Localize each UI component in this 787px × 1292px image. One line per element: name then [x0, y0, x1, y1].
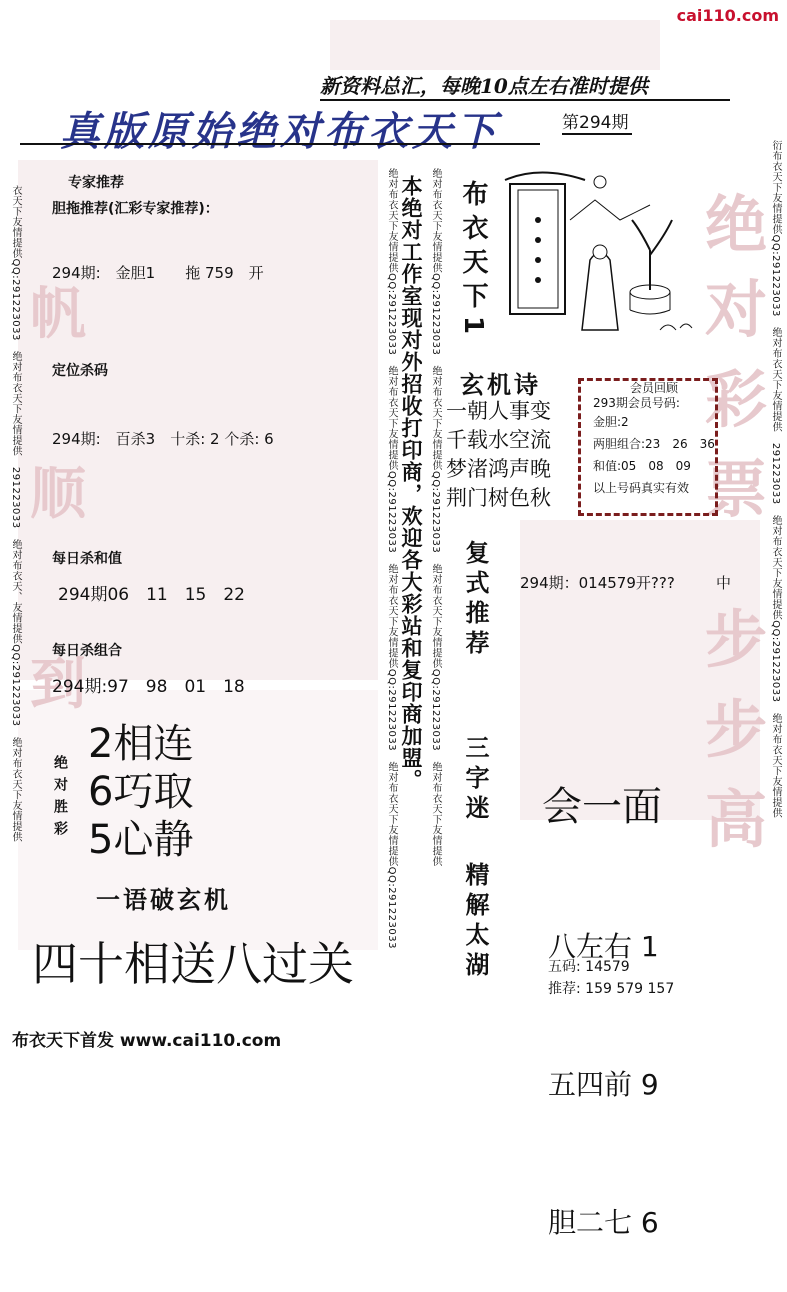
page-title: 真版原始绝对布衣天下 — [60, 108, 500, 155]
prediction-hit: 中 — [716, 574, 732, 592]
expert-heading: 专家推荐 — [68, 175, 124, 191]
jueduishengcai-label: 绝对胜彩 — [52, 755, 68, 843]
member-title: 会员回顾 — [629, 381, 678, 395]
prediction-line: 294期：014579开??? — [520, 574, 675, 592]
formula-line-3: 5心静 — [88, 817, 194, 863]
poem-line-1: 一朝人事变 — [446, 399, 551, 423]
scholar-illustration — [500, 160, 700, 350]
poem-title: 玄机诗 — [460, 371, 541, 399]
right-bg-char-6: 步 — [705, 693, 768, 766]
meet-title: 会一面 — [542, 784, 662, 830]
meet-tuijian: 推荐: 159 579 157 — [548, 981, 675, 997]
dantuo-line: 294期: 金胆1 拖 759 开 — [52, 264, 264, 282]
header-banner: 新资料总汇，每晚10点左右准时提供 — [320, 70, 730, 101]
jingjie-label: 精解太湖 — [461, 862, 489, 982]
formula-line-1: 2相连 — [88, 721, 194, 767]
right-bg-char-4: 票 — [705, 453, 768, 526]
meet-row-2: 五四前 9 — [548, 1068, 659, 1101]
member-review-box — [578, 378, 718, 516]
member-hezhi: 和值:05 08 09 — [593, 459, 691, 473]
left-bg-char-3: 到 — [30, 651, 86, 717]
formula-lines — [88, 720, 193, 864]
fushi-label: 复式推荐 — [461, 540, 489, 660]
middle-strip-1: 绝对布衣天下友情提供QQ:291223033 绝对布衣天下友情提供QQ:291223033 绝对布衣天下友情提供QQ:291223033 绝对布衣天下友情提供QQ:291223033 — [386, 168, 397, 949]
left-bg-char-1: 帆 — [30, 281, 86, 347]
hezhi-heading: 每日杀和值 — [52, 551, 122, 567]
right-bg-char-3: 彩 — [705, 363, 768, 436]
meet-rows — [548, 832, 659, 1292]
studio-notice: 本绝对工作室现对外招收打印商，欢迎各大彩站和复印商加盟。 — [399, 175, 423, 791]
meet-wuma: 五码: 14579 — [548, 959, 630, 975]
member-note: 以上号码真实有效 — [593, 481, 690, 495]
hezhi-line: 294期06 11 15 22 — [58, 585, 245, 605]
issue-number: 第294期 — [562, 108, 632, 135]
meet-row-3: 胆二七 6 — [548, 1206, 659, 1239]
left-side-strip: 衣天下友情提供QQ:291223033 绝对布衣天下友情提供 291223033 绝对布衣天、友情提供QQ:291223033 绝对布衣天下友情提供 — [10, 185, 21, 843]
right-side-strip: 衍布衣天下友情提供QQ:291223033 绝对布衣天下友情提供 291223033 绝对布衣天下友情提供QQ:291223033 绝对布衣天下友情提供 — [770, 140, 781, 819]
right-bg-char-5: 步 — [705, 603, 768, 676]
footer-text: 布衣天下首发 www.cai110.com — [12, 1031, 282, 1051]
buyi-label: 布衣天下1 — [458, 180, 488, 343]
right-bg-char-7: 高 — [705, 783, 768, 856]
yiyu-phrase: 一语破玄机 — [96, 886, 231, 914]
poem-lines — [446, 397, 551, 513]
right-bg-char-2: 对 — [705, 273, 768, 346]
member-jindan: 金胆:2 — [593, 415, 629, 429]
site-watermark: cai110.com — [676, 6, 779, 25]
meet-row-1: 八左右 1 — [548, 930, 659, 963]
member-sub: 293期会员号码: — [593, 396, 680, 410]
zuhe-heading: 每日杀组合 — [52, 643, 122, 659]
dantuo-heading: 胆拖推荐(汇彩专家推荐)： — [52, 201, 219, 217]
right-bg-char-1: 绝 — [705, 188, 768, 261]
top-background-wash — [330, 20, 660, 70]
middle-strip-2: 绝对布衣天下友情提供QQ:291223033 绝对布衣天下友情提供QQ:291223033 绝对布衣天下友情提供QQ:291223033 绝对布衣天下友情提供 — [430, 168, 441, 867]
big-phrase: 四十相送八过关 — [32, 937, 354, 991]
dingwei-heading: 定位杀码 — [52, 363, 108, 379]
sanzi-label: 三字迷 — [461, 735, 489, 825]
poem-line-4: 荆门树色秋 — [446, 486, 551, 510]
zuhe-line: 294期:97 98 01 18 — [52, 677, 245, 697]
dingwei-line: 294期: 百杀3 十杀: 2 个杀: 6 — [52, 430, 274, 448]
poem-line-3: 梦渚鸿声晚 — [446, 457, 551, 481]
header-rule — [20, 143, 540, 145]
member-liangdan: 两胆组合:23 26 36 — [593, 437, 715, 451]
left-bg-char-2: 顺 — [30, 461, 86, 527]
poem-line-2: 千载水空流 — [446, 428, 551, 452]
formula-line-2: 6巧取 — [88, 769, 194, 815]
